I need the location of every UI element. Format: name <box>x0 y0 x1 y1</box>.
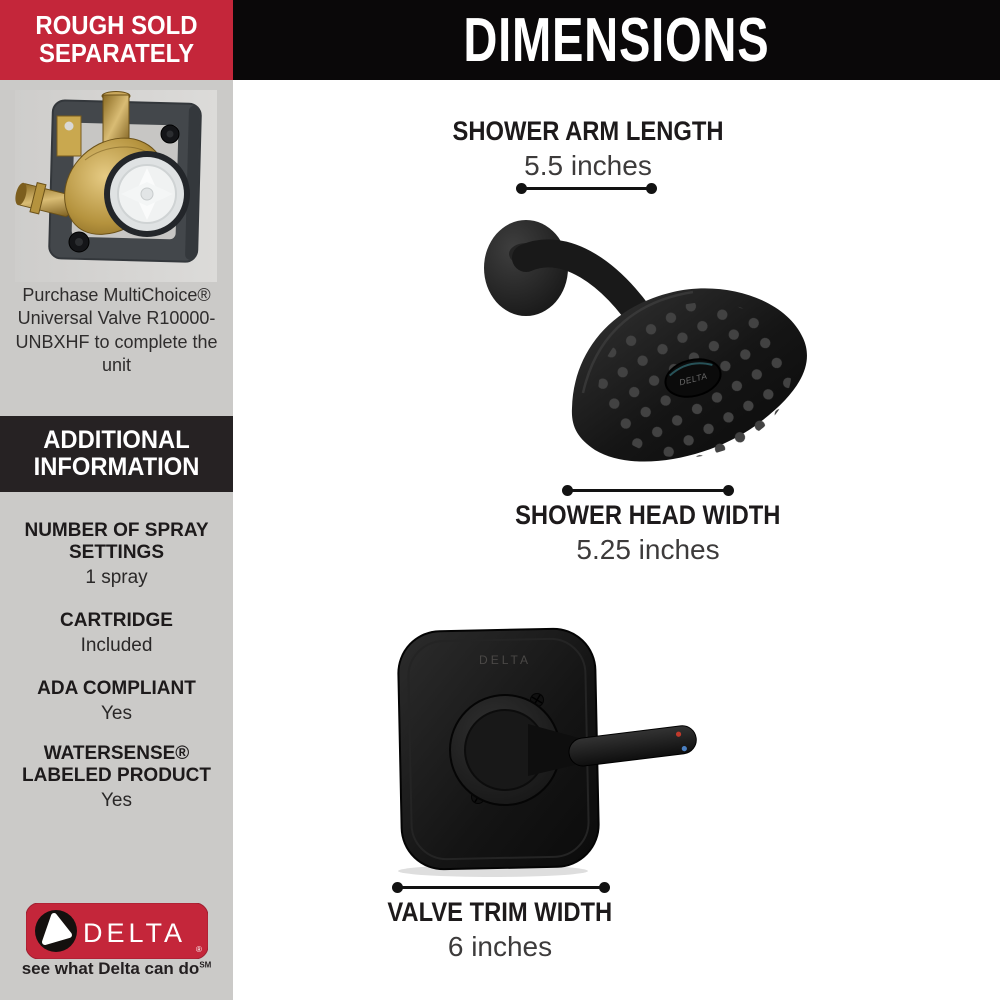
shower-head-image <box>455 198 825 486</box>
rough-sold-banner-text: ROUGH SOLD SEPARATELY <box>35 10 198 68</box>
spec-label: ADA COMPLIANT <box>37 678 196 699</box>
dimension-line-valve-trim <box>396 886 606 889</box>
delta-logo-text: DELTA <box>83 918 187 948</box>
dim-shower-arm-length <box>353 116 823 182</box>
service-mark: SM <box>199 960 212 970</box>
dim-valve-trim-width <box>265 897 735 963</box>
spec-cartridge <box>8 610 225 657</box>
spec-value: Yes <box>101 790 132 812</box>
dimensions-banner <box>233 0 1000 80</box>
dimensions-title: DIMENSIONS <box>463 5 770 75</box>
rough-sold-banner <box>0 0 233 80</box>
dim-value: 5.5 inches <box>524 150 652 181</box>
dim-shower-head-width <box>413 500 883 566</box>
dim-label: VALVE TRIM WIDTH <box>387 897 613 927</box>
spec-label: NUMBER OF SPRAY SETTINGS <box>24 520 209 564</box>
rough-valve-image <box>15 90 217 282</box>
spec-label: WATERSENSE® LABELED PRODUCT <box>22 743 211 787</box>
delta-logo <box>26 903 208 964</box>
dim-value: 5.25 inches <box>576 534 720 565</box>
spec-spray-settings <box>8 520 225 589</box>
dim-label: SHOWER ARM LENGTH <box>452 116 724 146</box>
delta-plate-logo: DELTA <box>479 653 531 667</box>
purchase-note: Purchase MultiChoice® Universal Valve R10000-UNBXHF to complete the unit <box>15 285 218 376</box>
dimension-line-shower-arm <box>520 187 653 190</box>
spec-value: Included <box>80 635 153 657</box>
additional-information-banner <box>0 416 233 492</box>
sidebar <box>0 0 233 1000</box>
additional-information-text: ADDITIONAL INFORMATION <box>33 425 200 481</box>
dimension-line-shower-head <box>566 489 730 492</box>
registered-mark: ® <box>196 945 202 954</box>
dim-value: 6 inches <box>447 931 553 962</box>
delta-mini-logo: DELTA <box>678 370 709 388</box>
spec-value: 1 spray <box>85 567 148 589</box>
spec-value: Yes <box>101 703 132 725</box>
dim-label: SHOWER HEAD WIDTH <box>515 500 781 530</box>
delta-tagline: see what Delta can do℠ <box>21 959 212 978</box>
chrome-test-cap <box>104 151 190 237</box>
spec-ada-compliant <box>8 678 225 725</box>
valve-trim-image <box>383 612 713 884</box>
spec-watersense <box>8 743 225 812</box>
spec-label: CARTRIDGE <box>60 610 173 631</box>
